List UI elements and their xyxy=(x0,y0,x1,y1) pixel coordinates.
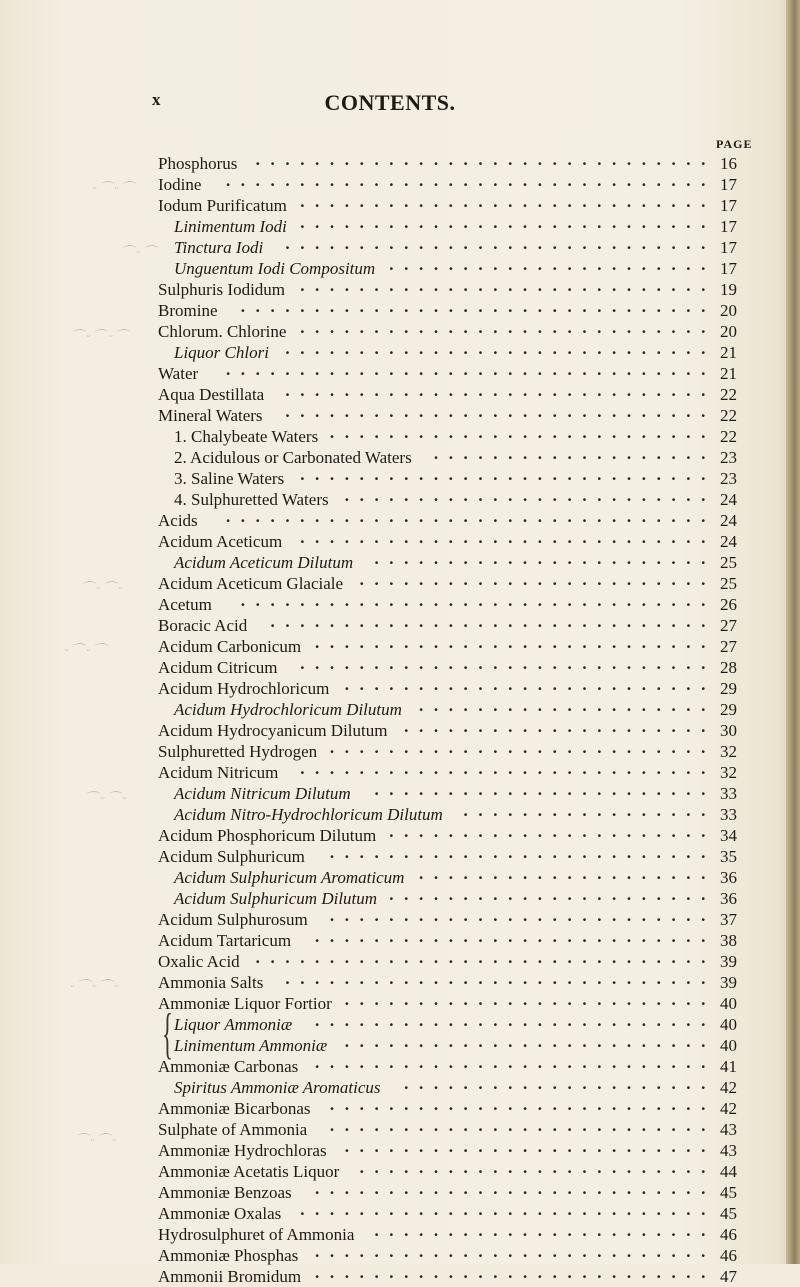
entry-page-number: 17 xyxy=(720,238,737,257)
entry-title: Ammoniæ Hydrochloras xyxy=(158,1141,327,1160)
entry-page-number: 27 xyxy=(720,637,737,656)
entry-title: Oxalic Acid xyxy=(158,952,240,971)
entry-title: Acids xyxy=(158,511,198,530)
entry-title: Ammoniæ Acetatis Liquor xyxy=(158,1162,340,1181)
entry-title: 3. Saline Waters xyxy=(174,469,285,488)
entry-page-number: 30 xyxy=(720,721,737,740)
entry-title: 2. Acidulous or Carbonated Waters xyxy=(174,448,412,467)
entry-page-number: 17 xyxy=(720,217,737,236)
entry-title: Unguentum Iodi Compositum xyxy=(174,259,376,278)
entry-title: Acidum Hydrochloricum Dilutum xyxy=(174,700,402,719)
dot-leader: .......................... xyxy=(329,1116,716,1135)
dot-leader: ............................. xyxy=(285,234,716,253)
pencil-marginalia: ⌒ᵕ⌒ᵕ xyxy=(80,582,124,597)
entry-page-number: 16 xyxy=(720,154,737,173)
entry-title: Chlorum. Chlorine xyxy=(158,322,287,341)
dot-leader: ...................... xyxy=(389,822,716,841)
entry-page-number: 33 xyxy=(720,805,737,824)
dot-leader: .......................... xyxy=(329,738,716,757)
brace-mark: { xyxy=(162,1003,173,1065)
dot-leader: ........................... xyxy=(315,1011,716,1030)
entry-title: Liquor Ammoniæ xyxy=(174,1015,293,1034)
dot-leader: ....................... xyxy=(374,1221,716,1240)
entry-page-number: 28 xyxy=(720,658,737,677)
dot-leader: ....................... xyxy=(374,780,716,799)
page-column-heading: PAGE xyxy=(716,137,753,151)
dot-leader: ............................. xyxy=(285,402,716,421)
dot-leader: ............................ xyxy=(300,759,716,778)
page-title: CONTENTS. xyxy=(324,90,456,115)
entry-page-number: 40 xyxy=(720,994,737,1013)
dot-leader: .......................... xyxy=(329,843,716,862)
dot-leader: .................... xyxy=(419,864,716,883)
entry-title: Mineral Waters xyxy=(158,406,263,425)
dot-leader: ............................ xyxy=(300,276,716,295)
dot-leader: ......................... xyxy=(344,675,716,694)
entry-page-number: 17 xyxy=(720,175,737,194)
entry-page-number: 47 xyxy=(720,1267,737,1286)
entry-title: Ammoniæ Phosphas xyxy=(158,1246,299,1265)
entry-title: Aqua Destillata xyxy=(158,385,265,404)
contents-list xyxy=(0,150,780,1287)
entry-title: Acidum Carbonicum xyxy=(158,637,302,656)
dot-leader: ............................ xyxy=(300,528,716,547)
pencil-marginalia: ᵕ⌒ᵕ⌒ᵕ xyxy=(70,980,120,995)
entry-title: Ammonii Bromidum xyxy=(158,1267,302,1286)
entry-page-number: 17 xyxy=(720,196,737,215)
entry-page-number: 32 xyxy=(720,763,737,782)
entry-title: Liquor Chlori xyxy=(174,343,269,362)
dot-leader: .......................... xyxy=(329,423,716,442)
entry-title: Tinctura Iodi xyxy=(174,238,264,257)
entry-page-number: 36 xyxy=(720,868,737,887)
entry-title: Acidum Nitricum Dilutum xyxy=(174,784,351,803)
entry-page-number: 26 xyxy=(720,595,737,614)
entry-page-number: 27 xyxy=(720,616,737,635)
entry-page-number: 19 xyxy=(720,280,737,299)
dot-leader: ..................... xyxy=(404,1074,716,1093)
dot-leader: .......................... xyxy=(329,906,716,925)
entry-title: 1. Chalybeate Waters xyxy=(174,427,319,446)
dot-leader: ......................... xyxy=(344,486,716,505)
dot-leader: ............................... xyxy=(255,150,716,169)
dot-leader: ........................... xyxy=(315,1263,716,1282)
contents-entry xyxy=(0,1263,780,1287)
entry-page-number: 36 xyxy=(720,889,737,908)
dot-leader: ............................... xyxy=(255,948,716,967)
dot-leader: ............................ xyxy=(300,318,716,337)
entry-page-number: 24 xyxy=(720,511,737,530)
dot-leader: ........................ xyxy=(359,570,716,589)
entry-title: Acidum Sulphurosum xyxy=(158,910,308,929)
entry-title: Ammoniæ Bicarbonas xyxy=(158,1099,311,1118)
dot-leader: ................................. xyxy=(225,360,716,379)
entry-title: Iodine xyxy=(158,175,202,194)
entry-title: Ammonia Salts xyxy=(158,973,264,992)
dot-leader: ........................... xyxy=(315,633,716,652)
entry-title: Acidum Citricum xyxy=(158,658,278,677)
dot-leader: ................... xyxy=(433,444,716,463)
entry-page-number: 34 xyxy=(720,826,737,845)
page-number: x xyxy=(152,90,161,109)
dot-leader: .............................. xyxy=(270,612,716,631)
entry-title: Acidum Tartaricum xyxy=(158,931,292,950)
dot-leader: ............................ xyxy=(300,654,716,673)
entry-title: Acidum Nitro-Hydrochloricum Dilutum xyxy=(174,805,443,824)
entry-page-number: 42 xyxy=(720,1099,737,1118)
entry-title: Acidum Hydrocyanicum Dilutum xyxy=(158,721,388,740)
dot-leader: ........................... xyxy=(315,1053,716,1072)
dot-leader: ...................... xyxy=(389,255,716,274)
dot-leader: ............................ xyxy=(300,1200,716,1219)
entry-page-number: 21 xyxy=(720,343,737,362)
dot-leader: ........................... xyxy=(315,1242,716,1261)
entry-page-number: 37 xyxy=(720,910,737,929)
dot-leader: ................................ xyxy=(240,297,716,316)
dot-leader: ............................ xyxy=(300,465,716,484)
entry-title: Phosphorus xyxy=(158,154,238,173)
entry-page-number: 46 xyxy=(720,1246,737,1265)
page-header xyxy=(0,90,780,114)
entry-title: Acidum Nitricum xyxy=(158,763,279,782)
dot-leader: ..................... xyxy=(404,717,716,736)
entry-title: Acidum Hydrochloricum xyxy=(158,679,330,698)
entry-title: Water xyxy=(158,364,199,383)
dot-leader: ......................... xyxy=(344,1137,716,1156)
entry-title: Ammoniæ Liquor Fortior xyxy=(158,994,332,1013)
pencil-marginalia: ᵕ⌒ᵕ⌒ xyxy=(64,644,108,659)
dot-leader: ............................. xyxy=(285,339,716,358)
entry-page-number: 40 xyxy=(720,1036,737,1055)
entry-title: 4. Sulphuretted Waters xyxy=(174,490,329,509)
entry-page-number: 20 xyxy=(720,322,737,341)
dot-leader: ................................ xyxy=(240,591,716,610)
entry-title: Acidum Sulphuricum Dilutum xyxy=(174,889,378,908)
pencil-marginalia: ⌒ᵕ⌒ᵕ⌒ xyxy=(70,330,130,345)
entry-page-number: 32 xyxy=(720,742,737,761)
page-edge xyxy=(786,0,800,1264)
dot-leader: ................. xyxy=(463,801,716,820)
entry-page-number: 46 xyxy=(720,1225,737,1244)
entry-title: Acidum Phosphoricum Dilutum xyxy=(158,826,377,845)
dot-leader: ............................. xyxy=(285,381,716,400)
entry-title: Iodum Purificatum xyxy=(158,196,287,215)
entry-page-number: 24 xyxy=(720,490,737,509)
entry-page-number: 17 xyxy=(720,259,737,278)
entry-title: Acidum Aceticum Dilutum xyxy=(174,553,354,572)
entry-page-number: 29 xyxy=(720,679,737,698)
dot-leader: ............................. xyxy=(285,969,716,988)
dot-leader: ............................ xyxy=(300,213,716,232)
dot-leader: ......................... xyxy=(344,1032,716,1051)
pencil-marginalia: ⌒ᵕ⌒ᵕ xyxy=(84,792,128,807)
entry-page-number: 29 xyxy=(720,700,737,719)
entry-title: Acetum xyxy=(158,595,212,614)
entry-page-number: 35 xyxy=(720,847,737,866)
entry-title: Acidum Sulphuricum Aromaticum xyxy=(174,868,405,887)
entry-title: Bromine xyxy=(158,301,218,320)
entry-title: Sulphuretted Hydrogen xyxy=(158,742,318,761)
dot-leader: .................... xyxy=(419,696,716,715)
entry-page-number: 22 xyxy=(720,385,737,404)
dot-leader: ......................... xyxy=(344,990,716,1009)
pencil-marginalia: ᵕ⌒ᵕ⌒ xyxy=(92,182,136,197)
entry-page-number: 45 xyxy=(720,1204,737,1223)
entry-page-number: 20 xyxy=(720,301,737,320)
entry-page-number: 23 xyxy=(720,448,737,467)
pencil-marginalia: ⌒ᵕ⌒ᵕ xyxy=(74,1134,118,1149)
entry-page-number: 41 xyxy=(720,1057,737,1076)
entry-title: Acidum Aceticum xyxy=(158,532,283,551)
entry-title: Spiritus Ammoniæ Aromaticus xyxy=(174,1078,381,1097)
entry-page-number: 25 xyxy=(720,553,737,572)
dot-leader: ...................... xyxy=(389,885,716,904)
dot-leader: .......................... xyxy=(329,1095,716,1114)
entry-page-number: 40 xyxy=(720,1015,737,1034)
dot-leader: ................................. xyxy=(225,507,716,526)
entry-page-number: 33 xyxy=(720,784,737,803)
entry-page-number: 39 xyxy=(720,952,737,971)
entry-title: Acidum Aceticum Glaciale xyxy=(158,574,344,593)
entry-page-number: 42 xyxy=(720,1078,737,1097)
dot-leader: ........................ xyxy=(359,1158,716,1177)
pencil-marginalia: ⌒ᵕ⌒ xyxy=(120,246,158,261)
entry-page-number: 39 xyxy=(720,973,737,992)
dot-leader: ........................... xyxy=(315,1179,716,1198)
entry-title: Acidum Sulphuricum xyxy=(158,847,305,866)
entry-title: Linimentum Iodi xyxy=(174,217,287,236)
entry-title: Boracic Acid xyxy=(158,616,248,635)
entry-title: Sulphate of Ammonia xyxy=(158,1120,308,1139)
dot-leader: ............................ xyxy=(300,192,716,211)
entry-page-number: 45 xyxy=(720,1183,737,1202)
dot-leader: ................................. xyxy=(225,171,716,190)
entry-title: Linimentum Ammoniæ xyxy=(174,1036,328,1055)
entry-page-number: 21 xyxy=(720,364,737,383)
dot-leader: ....................... xyxy=(374,549,716,568)
entry-page-number: 24 xyxy=(720,532,737,551)
dot-leader: ........................... xyxy=(315,927,716,946)
entry-page-number: 44 xyxy=(720,1162,737,1181)
entry-title: Hydrosulphuret of Ammonia xyxy=(158,1225,355,1244)
entry-title: Ammoniæ Oxalas xyxy=(158,1204,282,1223)
entry-title: Sulphuris Iodidum xyxy=(158,280,286,299)
entry-page-number: 43 xyxy=(720,1120,737,1139)
entry-title: Ammoniæ Benzoas xyxy=(158,1183,292,1202)
entry-page-number: 43 xyxy=(720,1141,737,1160)
entry-title: Ammoniæ Carbonas xyxy=(158,1057,299,1076)
entry-page-number: 38 xyxy=(720,931,737,950)
entry-page-number: 23 xyxy=(720,469,737,488)
entry-page-number: 22 xyxy=(720,406,737,425)
entry-page-number: 22 xyxy=(720,427,737,446)
entry-page-number: 25 xyxy=(720,574,737,593)
